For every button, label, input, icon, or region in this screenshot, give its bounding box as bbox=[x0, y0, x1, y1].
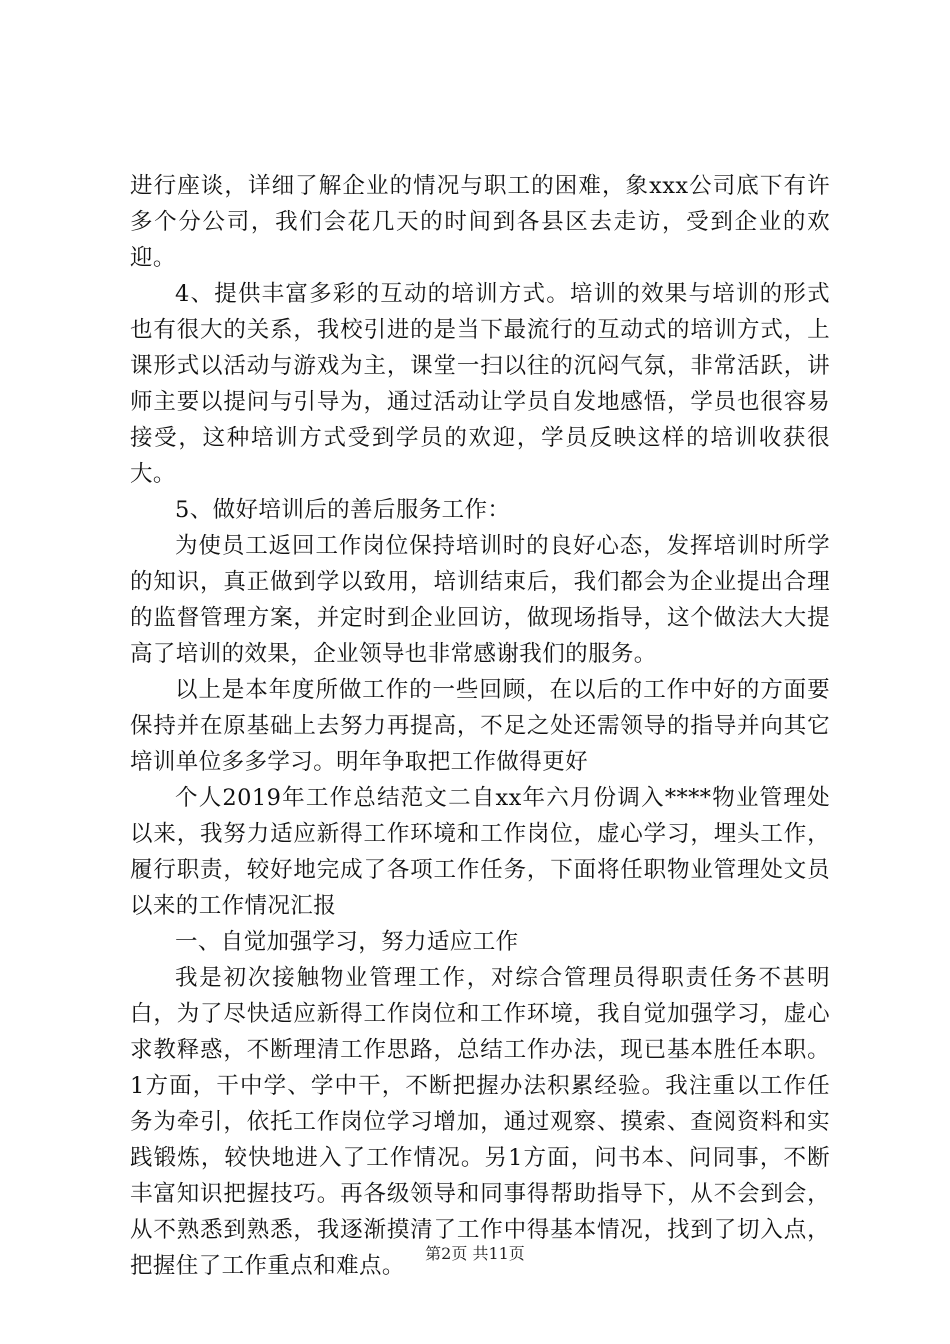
paragraph-2: 4、提供丰富多彩的互动的培训方式。培训的效果与培训的形式也有很大的关系，我校引进的是当下最流行的互动式的培训方式，上课形式以活动与游戏为主，课堂一扫以往的沉闷气氛，非常活跃，讲师主要以提问与引导为，通过活动让学员自发地感悟，学员也很容易接受，这种培训方式受到学员的欢迎，学员反映这样的培训收获很大。 bbox=[130, 281, 830, 487]
page-number: 第2页 共11页 bbox=[425, 1244, 525, 1263]
page-footer bbox=[0, 1242, 950, 1266]
paragraph-3: 5、做好培训后的善后服务工作： bbox=[175, 497, 511, 523]
paragraph-6: 个人2019年工作总结范文二自xx年六月份调入****物业管理处以来，我努力适应新得工作环境和工作岗位，虚心学习，埋头工作，履行职责，较好地完成了各项工作任务，下面将任职物业管理处文员以来的工作情况汇报 bbox=[130, 785, 830, 919]
section-heading: 一、自觉加强学习，努力适应工作 bbox=[175, 929, 519, 955]
paragraph-1: 进行座谈，详细了解企业的情况与职工的困难，象xxx公司底下有许多个分公司，我们会花几天的时间到各县区去走访，受到企业的欢迎。 bbox=[130, 173, 830, 271]
paragraph-7: 我是初次接触物业管理工作，对综合管理员得职责任务不甚明白，为了尽快适应新得工作岗位和工作环境，我自觉加强学习，虚心求教释惑，不断理清工作思路，总结工作办法，现已基本胜任本职。1方面，干中学、学中干，不断把握办法积累经验。我注重以工作任务为牵引，依托工作岗位学习增加，通过观察、摸索、查阅资料和实践锻炼，较快地进入了工作情况。另1方面，问书本、问同事，不断丰富知识把握技巧。再各级领导和同事得帮助指导下，从不会到会，从不熟悉到熟悉，我逐渐摸清了工作中得基本情况，找到了切入点，把握住了工作重点和难点。 bbox=[130, 965, 830, 1279]
paragraph-4: 为使员工返回工作岗位保持培训时的良好心态，发挥培训时所学的知识，真正做到学以致用，培训结束后，我们都会为企业提出合理的监督管理方案，并定时到企业回访，做现场指导，这个做法大大提高了培训的效果，企业领导也非常感谢我们的服务。 bbox=[130, 533, 830, 667]
document-body bbox=[130, 168, 830, 1284]
paragraph-5: 以上是本年度所做工作的一些回顾，在以后的工作中好的方面要保持并在原基础上去努力再提高，不足之处还需领导的指导并向其它培训单位多多学习。明年争取把工作做得更好 bbox=[130, 677, 830, 775]
